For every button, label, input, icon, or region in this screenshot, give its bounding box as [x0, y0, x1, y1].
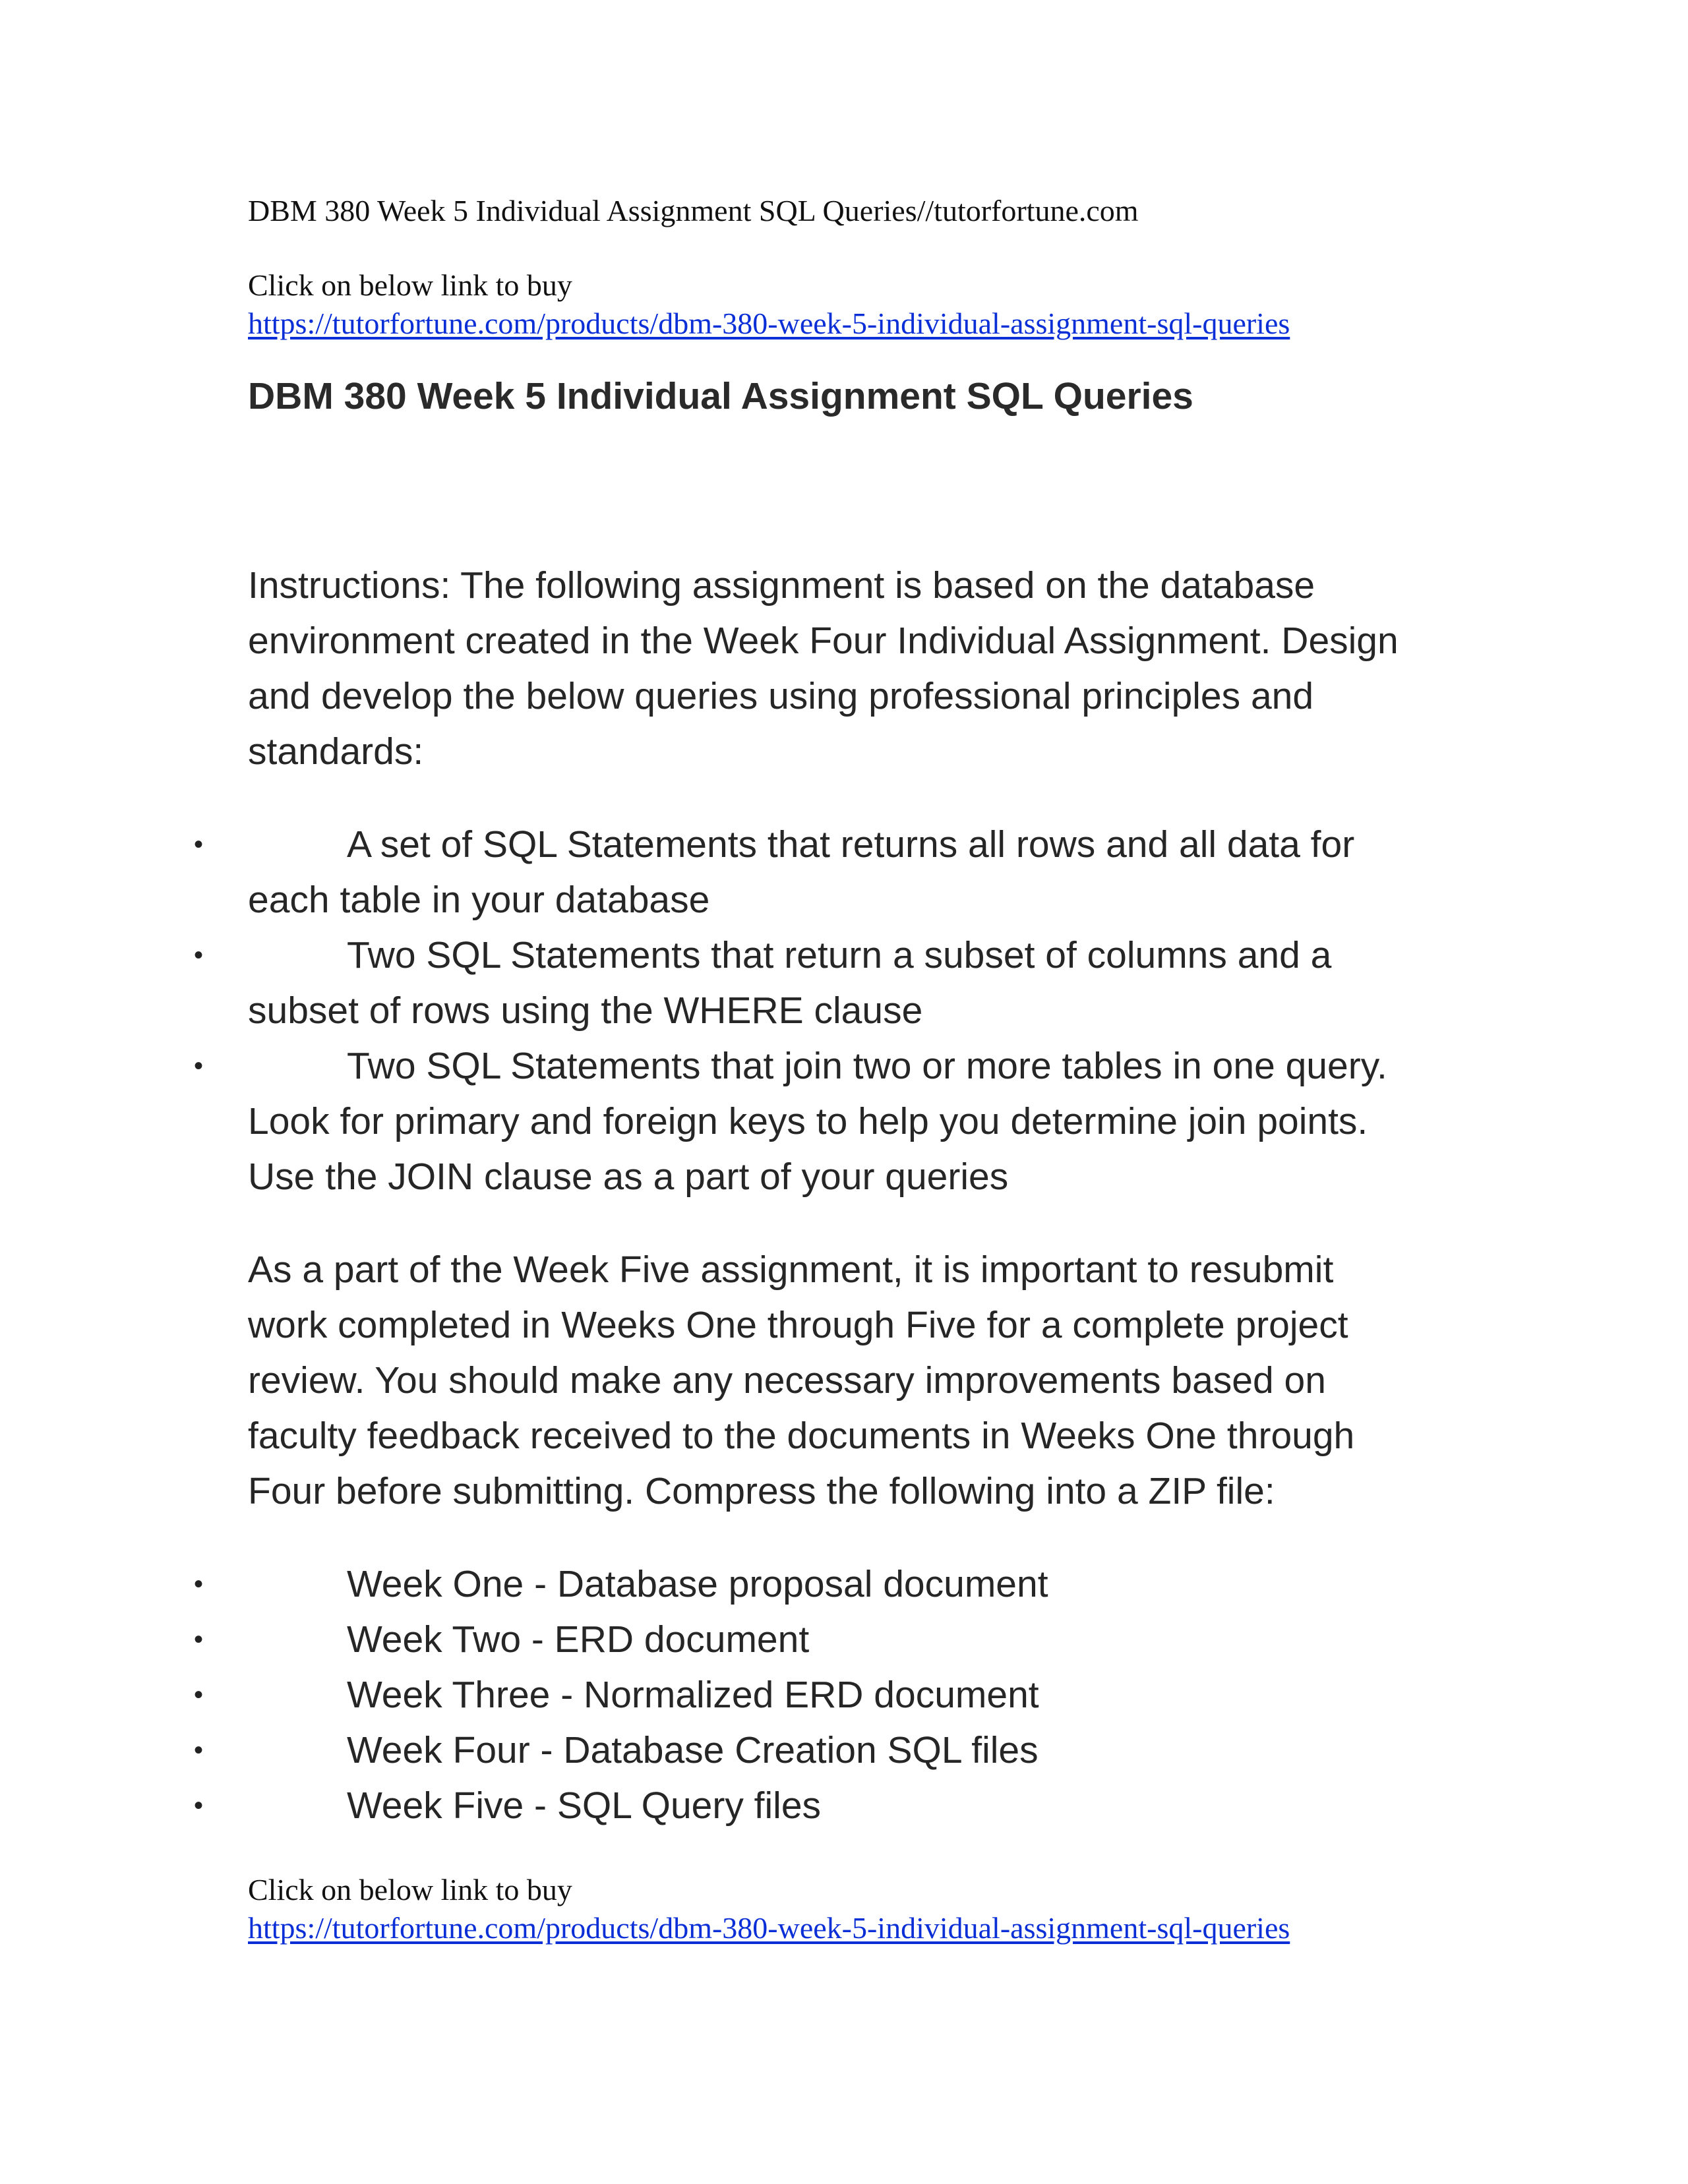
instructions-line: Instructions: The following assignment is based on the database: [248, 564, 1315, 606]
paragraph-line: work completed in Weeks One through Five for a complete project: [248, 1304, 1348, 1346]
list-item-text: Week Four - Database Creation SQL files: [347, 1729, 1039, 1771]
bullet-icon: •: [194, 1791, 204, 1820]
bullet-icon: •: [194, 1570, 204, 1599]
list-item-text: subset of rows using the WHERE clause: [248, 989, 923, 1032]
list-item-text: Week One - Database proposal document: [347, 1563, 1048, 1605]
document-title: DBM 380 Week 5 Individual Assignment SQL Queries//tutorfortune.com: [248, 194, 1139, 227]
bullet-icon: •: [194, 941, 204, 970]
bullet-icon: •: [194, 830, 204, 859]
list-item-continuation: [248, 983, 1448, 1038]
buy-label-bottom: Click on below link to buy: [248, 1873, 572, 1906]
list-item-continuation: [248, 872, 1448, 928]
bullet-icon: •: [194, 1736, 204, 1765]
bullet-icon: •: [194, 1625, 204, 1654]
list-item-text: Week Three - Normalized ERD document: [347, 1674, 1039, 1716]
instructions-line: and develop the below queries using professional principles and: [248, 675, 1314, 717]
list-item-text: each table in your database: [248, 879, 710, 921]
paragraph-line: Four before submitting. Compress the following into a ZIP file:: [248, 1470, 1275, 1512]
paragraph-line: review. You should make any necessary improvements based on: [248, 1359, 1326, 1402]
list-item-text: Two SQL Statements that return a subset of columns and a: [347, 934, 1332, 976]
instructions-paragraph: [248, 558, 1448, 779]
week-five-paragraph: [248, 1242, 1448, 1519]
list-item-continuation: [248, 1094, 1448, 1149]
bullet-icon: •: [194, 1680, 204, 1709]
list-item-continuation: [248, 1149, 1448, 1204]
list-item: [194, 1778, 1448, 1833]
list-item: [194, 1612, 1448, 1667]
bullet-icon: •: [194, 1051, 204, 1080]
buy-link-bottom[interactable]: https://tutorfortune.com/products/dbm-380-week-5-individual-assignment-sql-queries: [248, 1911, 1290, 1945]
buy-link-block-top: [248, 266, 1448, 343]
query-requirements-list: [194, 817, 1448, 1204]
list-item: [194, 1723, 1448, 1778]
assignment-heading: DBM 380 Week 5 Individual Assignment SQL Queries: [248, 375, 1193, 417]
list-item-text: Use the JOIN clause as a part of your queries: [248, 1156, 1009, 1198]
buy-label-top: Click on below link to buy: [248, 268, 572, 302]
buy-link-block-bottom: [248, 1871, 1448, 1947]
document-content: [194, 191, 1448, 1947]
instructions-line: environment created in the Week Four Individual Assignment. Design: [248, 620, 1399, 662]
list-item-text: A set of SQL Statements that returns all rows and all data for: [347, 823, 1355, 866]
list-item: [194, 1038, 1448, 1094]
list-item-text: Look for primary and foreign keys to help you determine join points.: [248, 1100, 1368, 1142]
instructions-line: standards:: [248, 730, 424, 773]
list-item-text: Two SQL Statements that join two or more tables in one query.: [347, 1045, 1387, 1087]
zip-contents-list: [194, 1556, 1448, 1833]
list-item-text: Week Five - SQL Query files: [347, 1785, 822, 1827]
list-item: [194, 817, 1448, 872]
paragraph-line: faculty feedback received to the documents in Weeks One through: [248, 1415, 1355, 1457]
list-item-text: Week Two - ERD document: [347, 1618, 810, 1661]
list-item: [194, 1556, 1448, 1612]
buy-link-top[interactable]: https://tutorfortune.com/products/dbm-380-week-5-individual-assignment-sql-queries: [248, 307, 1290, 340]
list-item: [194, 1667, 1448, 1723]
paragraph-line: As a part of the Week Five assignment, it is important to resubmit: [248, 1249, 1334, 1291]
list-item: [194, 928, 1448, 983]
